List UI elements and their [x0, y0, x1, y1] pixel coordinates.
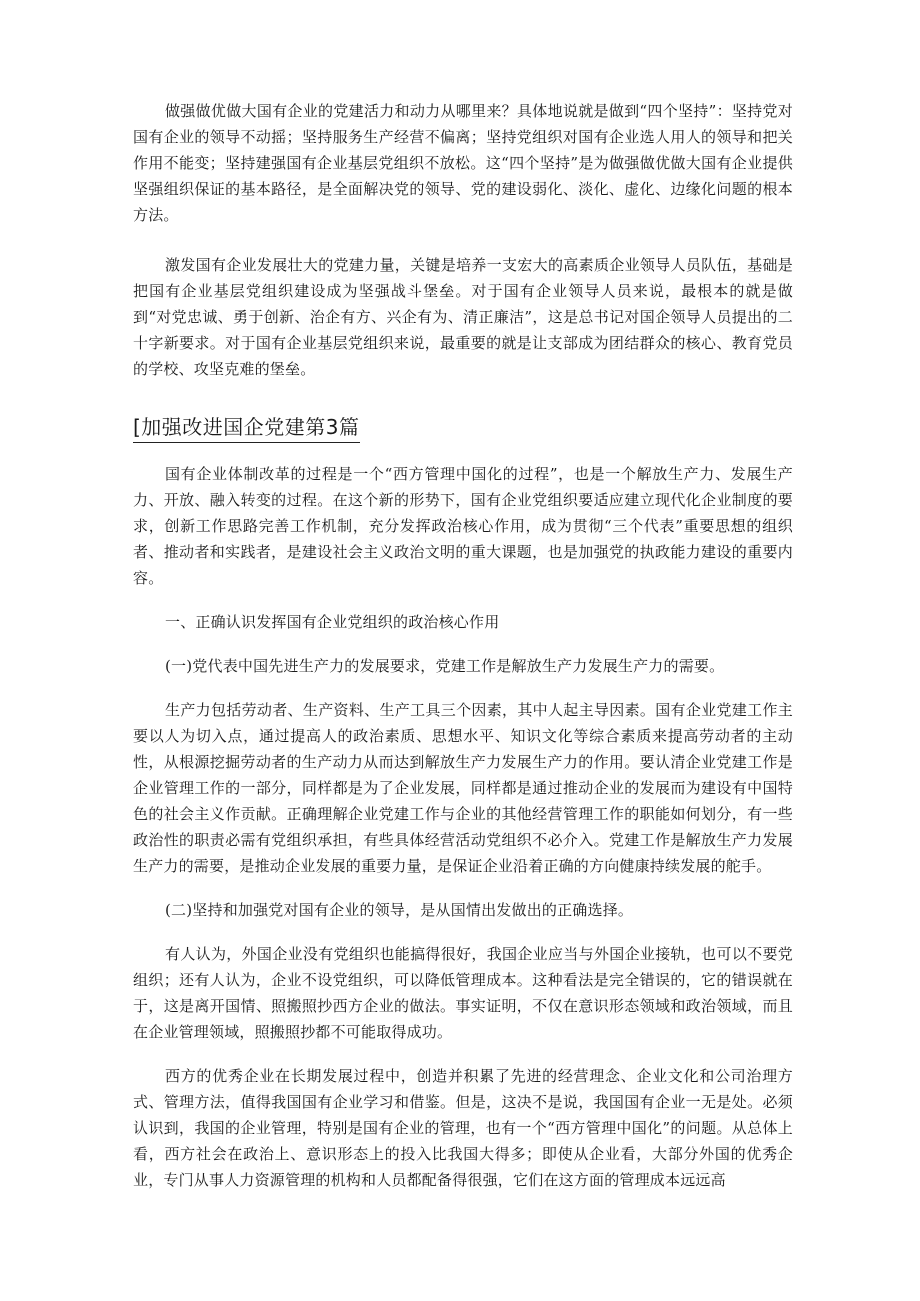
paragraph-productivity: 生产力包括劳动者、生产资料、生产工具三个因素，其中人起主导因素。国有企业党建工作主要以人为切入点，通过提高人的政治素质、思想水平、知识文化等综合素质来提高劳动者的主动性，从根源挖掘劳动者的生产动力从而达到解放生产力发展生产力的作用。要认清企业党建工作是企业管理工作的一部分，同样都是为了企业发展，同样都是通过推动企业的发展而为建设有中国特色的社会主义作贡献。正确理解企业党建工作与企业的其他经营管理工作的职能如何划分，有一些政治性的职责必需有党组织承担，有些具体经营活动党组织不必介入。党建工作是解放生产力发展生产力的需要，是推动企业发展的重要力量，是保证企业沿着正确的方向健康持续发展的舵手。 [133, 701, 793, 875]
subheading-political-core: 一、正确认识发挥国有企业党组织的政治核心作用 [165, 613, 500, 631]
paragraph-reform-process: 国有企业体制改革的过程是一个“西方管理中国化的过程”，也是一个解放生产力、发展生产力、开放、融入转变的过程。在这个新的形势下，国有企业党组织要适应建立现代化企业制度的要求，创新工作思路完善工作机制，充分发挥政治核心作用，成为贯彻“三个代表”重要思想的组织者、推动者和实践者，是建设社会主义政治文明的重大课题，也是加强党的执政能力建设的重要内容。 [133, 465, 793, 587]
paragraph-foreign-enterprises: 有人认为，外国企业没有党组织也能搞得很好，我国企业应当与外国企业接轨，也可以不要党组织；还有人认为，企业不设党组织，可以降低管理成本。这种看法是完全错误的，它的错误就在于，这是离开国情、照搬照抄西方企业的做法。事实证明，不仅在意识形态领域和政治领域，而且在企业管理领域，照搬照抄都不可能取得成功。 [133, 945, 793, 1041]
section-heading: [加强改进国企党建第3篇 [133, 412, 360, 443]
subheading-point-two: (二)坚持和加强党对国有企业的领导，是从国情出发做出的正确选择。 [165, 901, 634, 919]
paragraph-western-management: 西方的优秀企业在长期发展过程中，创造并积累了先进的经营理念、企业文化和公司治理方式、管理方法，值得我国国有企业学习和借鉴。但是，这决不是说，我国国有企业一无是处。必须认识到，我国的企业管理，特别是国有企业的管理，也有一个“西方管理中国化”的问题。从总体上看，西方社会在政治上、意识形态上的投入比我国大得多；即使从企业看，大部分外国的优秀企业，专门从事人力资源管理的机构和人员都配备得很强，它们在这方面的管理成本远远高 [133, 1067, 793, 1189]
subheading-point-one: (一)党代表中国先进生产力的发展要求，党建工作是解放生产力发展生产力的需要。 [165, 657, 725, 675]
paragraph-four-insists: 做强做优做大国有企业的党建活力和动力从哪里来？具体地说就是做到“四个坚持”：坚持党对国有企业的领导不动摇；坚持服务生产经营不偏离；坚持党组织对国有企业选人用人的领导和把关作用不能变；坚持建强国有企业基层党组织不放松。这“四个坚持”是为做强做优做大国有企业提供坚强组织保证的基本路径，是全面解决党的领导、党的建设弱化、淡化、虚化、边缘化问题的根本方法。 [133, 102, 793, 224]
paragraph-party-strength: 激发国有企业发展壮大的党建力量，关键是培养一支宏大的高素质企业领导人员队伍，基础是把国有企业基层党组织建设成为坚强战斗堡垒。对于国有企业领导人员来说，最根本的就是做到“对党忠诚、勇于创新、治企有方、兴企有为、清正廉洁”，这是总书记对国企领导人员提出的二十字新要求。对于国有企业基层党组织来说，最重要的就是让支部成为团结群众的核心、教育党员的学校、攻坚克难的堡垒。 [133, 256, 793, 378]
document-page [133, 98, 793, 1193]
